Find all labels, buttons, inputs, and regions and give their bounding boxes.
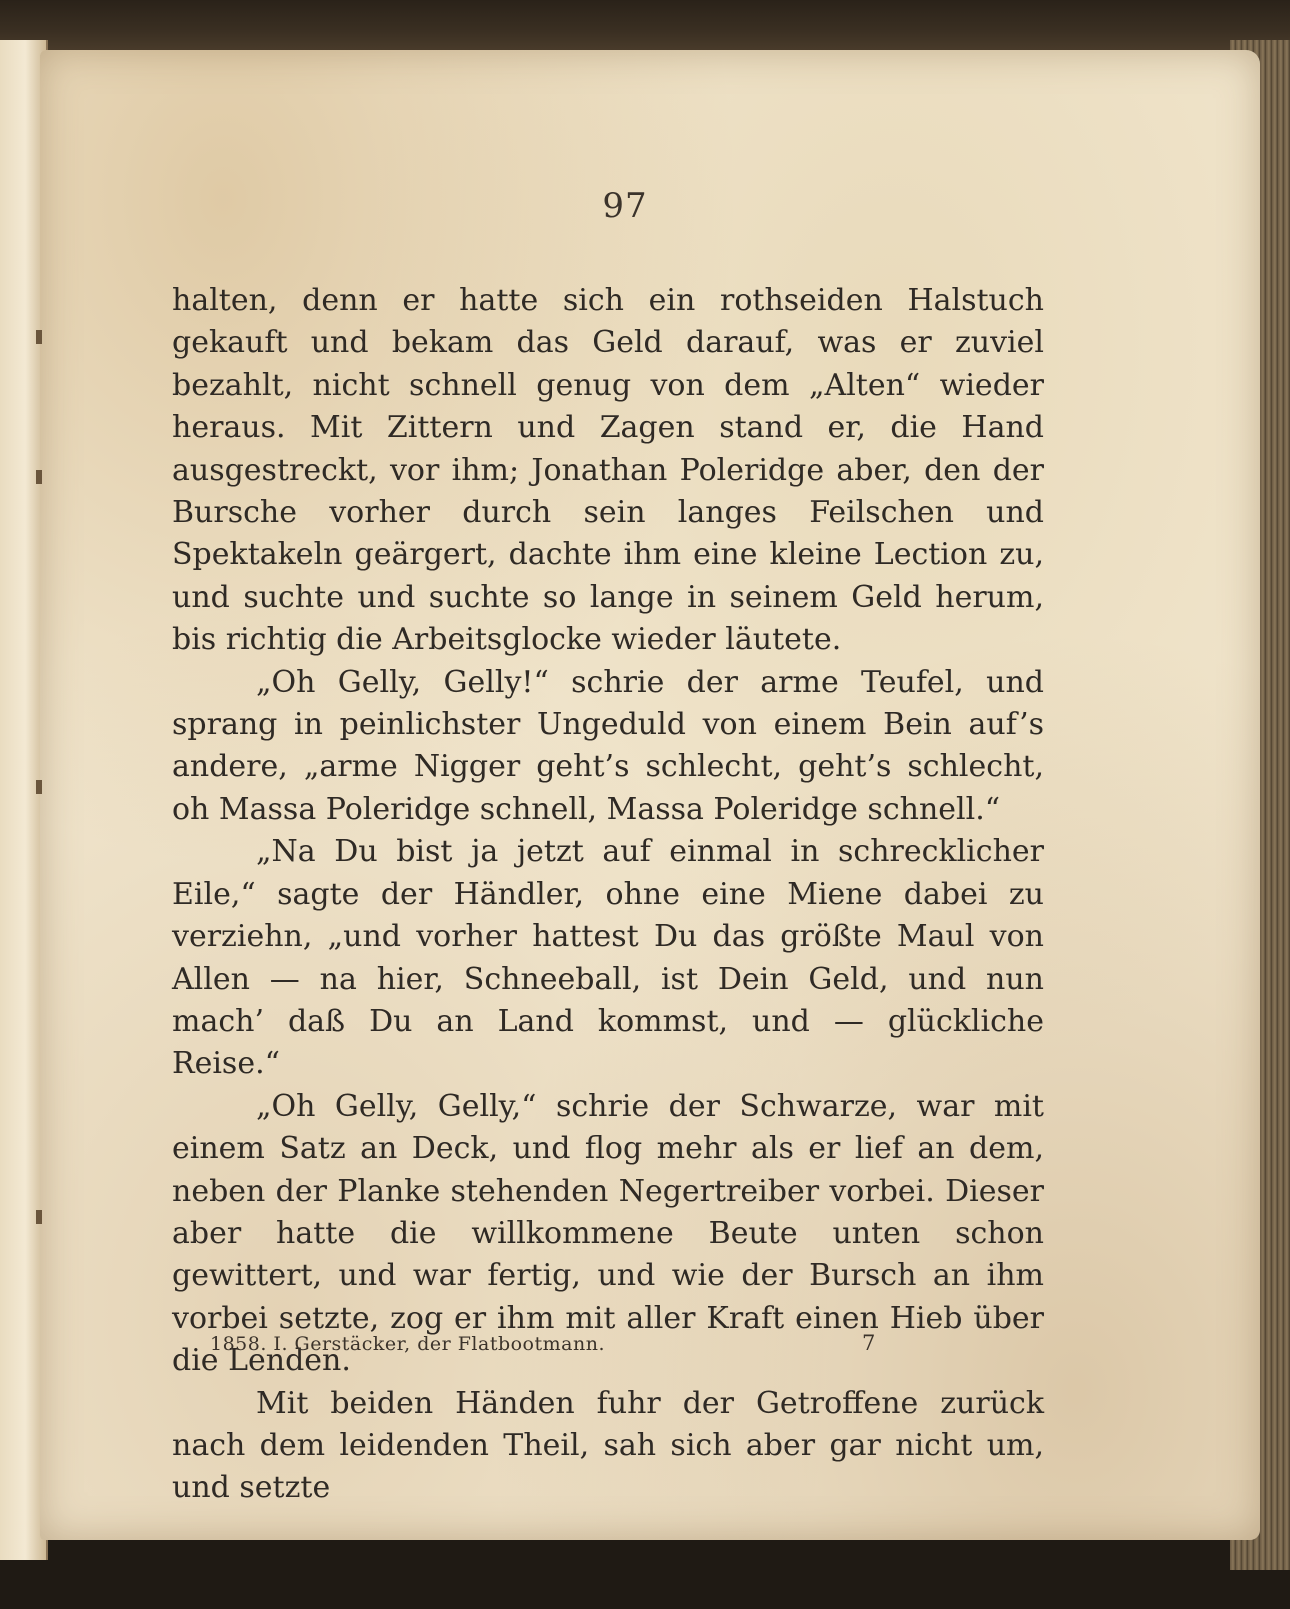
book-binding-top (0, 0, 1290, 52)
binding-thread-mark (36, 780, 42, 794)
binding-thread-mark (36, 1210, 42, 1224)
paragraph: „Oh Gelly, Gelly,“ schrie der Schwarze, war mit einem Satz an Deck, und flog mehr als er lief an dem, neben der Planke stehenden Negertreiber vorbei. Dieser aber hatte die willkommene Beute unten schon gewittert, und war fertig, und wie der Bursch an ihm vorbei setzte, zog er ihm mit aller Kraft einen Hieb über die Lenden. (172, 1088, 1044, 1379)
binding-thread-mark (36, 470, 42, 484)
paragraph: halten, denn er hatte sich ein rothseiden Halstuch gekauft und bekam das Geld darauf, was er zuviel bezahlt, nicht schnell genug von dem „Alten“ wieder heraus. Mit Zittern und Zagen stand er, die Hand ausgestreckt, vor ihm; Jonathan Poleridge aber, den der Bursche vorher durch sein langes Feilschen und Spektakeln geärgert, dachte ihm eine kleine Lection zu, und suchte und suchte so lange in seinem Geld herum, bis richtig die Arbeitsglocke wieder läutete. (172, 283, 1044, 658)
sheet-signature-mark: 7 (862, 1331, 876, 1355)
page-body-text (172, 280, 1044, 1510)
printer-signature: 1858. I. Gerstäcker, der Flatbootmann. (210, 1333, 605, 1355)
paragraph: „Na Du bist ja jetzt auf einmal in schrecklicher Eile,“ sagte der Händler, ohne eine Miene dabei zu verziehn, „und vorher hattest Du das größte Maul von Allen — na hier, Schneeball, ist Dein Geld, und nun mach’ daß Du an Land kommst, und — glückliche Reise.“ (172, 834, 1044, 1082)
page-number: 97 (602, 186, 648, 226)
binding-thread-mark (36, 330, 42, 344)
paragraph: Mit beiden Händen fuhr der Getroffene zurück nach dem leidenden Theil, sah sich aber gar nicht um, und setzte (172, 1385, 1044, 1506)
paragraph: „Oh Gelly, Gelly!“ schrie der arme Teufel, und sprang in peinlichster Ungeduld von einem Bein auf’s andere, „arme Nigger geht’s schlecht, geht’s schlecht, oh Massa Poleridge schnell, Massa Poleridge schnell.“ (172, 664, 1044, 827)
